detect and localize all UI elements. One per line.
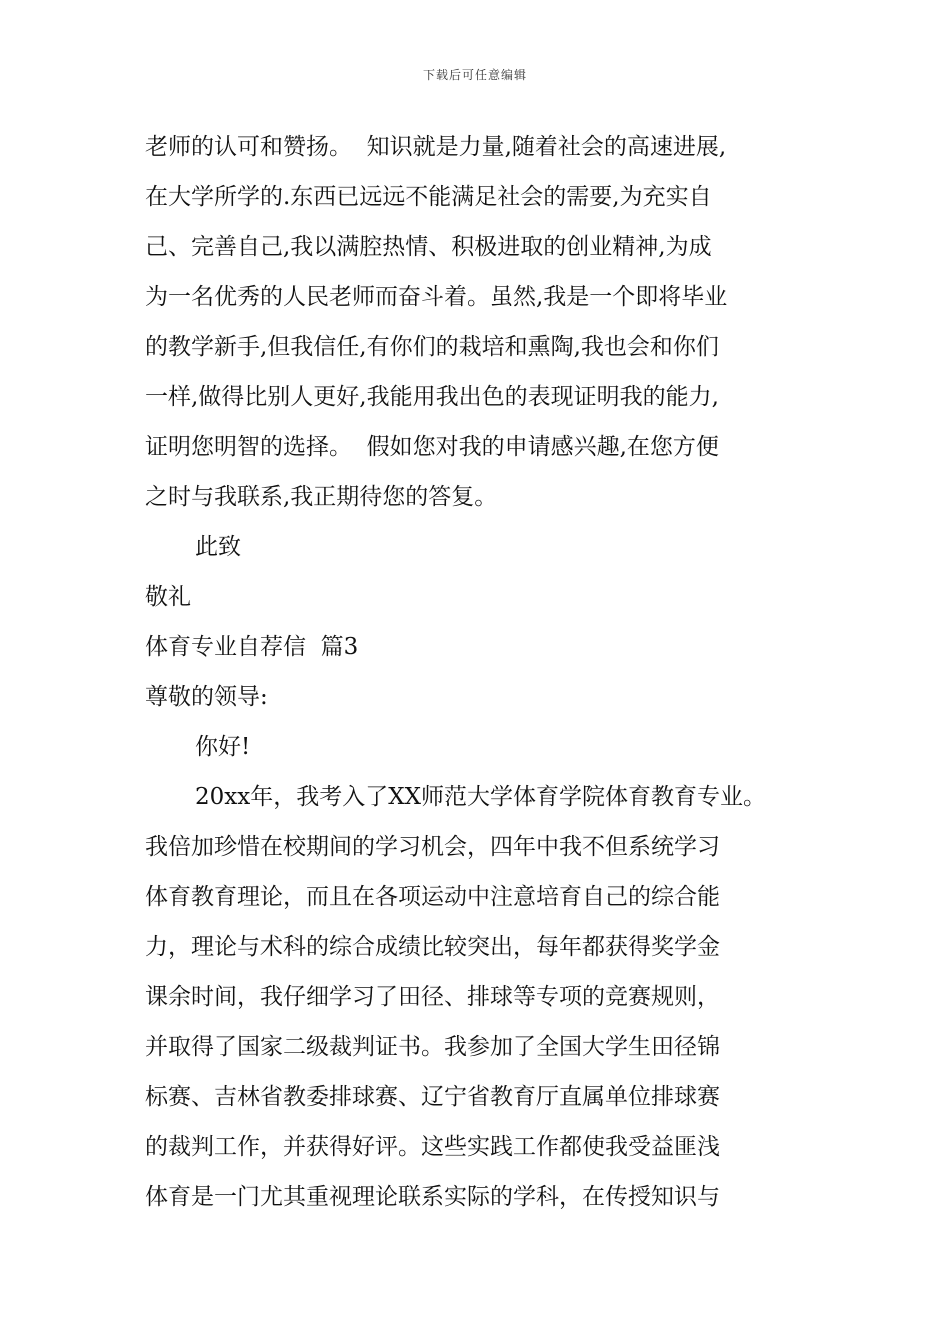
text-line: 为一名优秀的人民老师而奋斗着。虽然,我是一个即将毕业 bbox=[145, 284, 728, 310]
text-line: 体育是一门尤其重视理论联系实际的学科，在传授知识与 bbox=[145, 1184, 720, 1210]
text-line: 此致 bbox=[195, 534, 241, 560]
text-line: 体育教育理论，而且在各项运动中注意培育自己的综合能 bbox=[145, 884, 720, 910]
text-line: 我倍加珍惜在校期间的学习机会，四年中我不但系统学习 bbox=[145, 834, 720, 860]
text-line: 力，理论与术科的综合成绩比较突出，每年都获得奖学金 bbox=[145, 934, 720, 960]
text-line: 标赛、吉林省教委排球赛、辽宁省教育厅直属单位排球赛 bbox=[145, 1084, 720, 1110]
text-line: 敬礼 bbox=[145, 584, 191, 610]
text-line: 你好! bbox=[195, 734, 251, 760]
text-line: 一样,做得比别人更好,我能用我出色的表现证明我的能力, bbox=[145, 384, 719, 410]
text-line: 己、完善自己,我以满腔热情、积极进取的创业精神,为成 bbox=[145, 234, 712, 260]
text-line: 之时与我联系,我正期待您的答复。 bbox=[145, 484, 498, 510]
text-line: 的裁判工作，并获得好评。这些实践工作都使我受益匪浅 bbox=[145, 1134, 720, 1160]
text-line: 尊敬的领导: bbox=[145, 684, 268, 710]
text-line: 并取得了国家二级裁判证书。我参加了全国大学生田径锦 bbox=[145, 1034, 720, 1060]
text-line: 20xx年，我考入了XX师范大学体育学院体育教育专业。 bbox=[195, 784, 766, 810]
page-header: 下载后可任意编辑 bbox=[422, 68, 527, 82]
text-line: 证明您明智的选择。 假如您对我的申请感兴趣,在您方便 bbox=[145, 434, 719, 460]
text-line: 的教学新手,但我信任,有你们的栽培和熏陶,我也会和你们 bbox=[145, 334, 719, 360]
document-body bbox=[145, 122, 845, 1222]
text-line: 课余时间，我仔细学习了田径、排球等专项的竞赛规则， bbox=[145, 984, 720, 1010]
text-line: 体育专业自荐信 篇3 bbox=[145, 634, 359, 660]
text-line: 老师的认可和赞扬。 知识就是力量,随着社会的高速进展, bbox=[145, 134, 727, 160]
text-line: 在大学所学的.东西已远远不能满足社会的需要,为充实自 bbox=[145, 184, 712, 210]
